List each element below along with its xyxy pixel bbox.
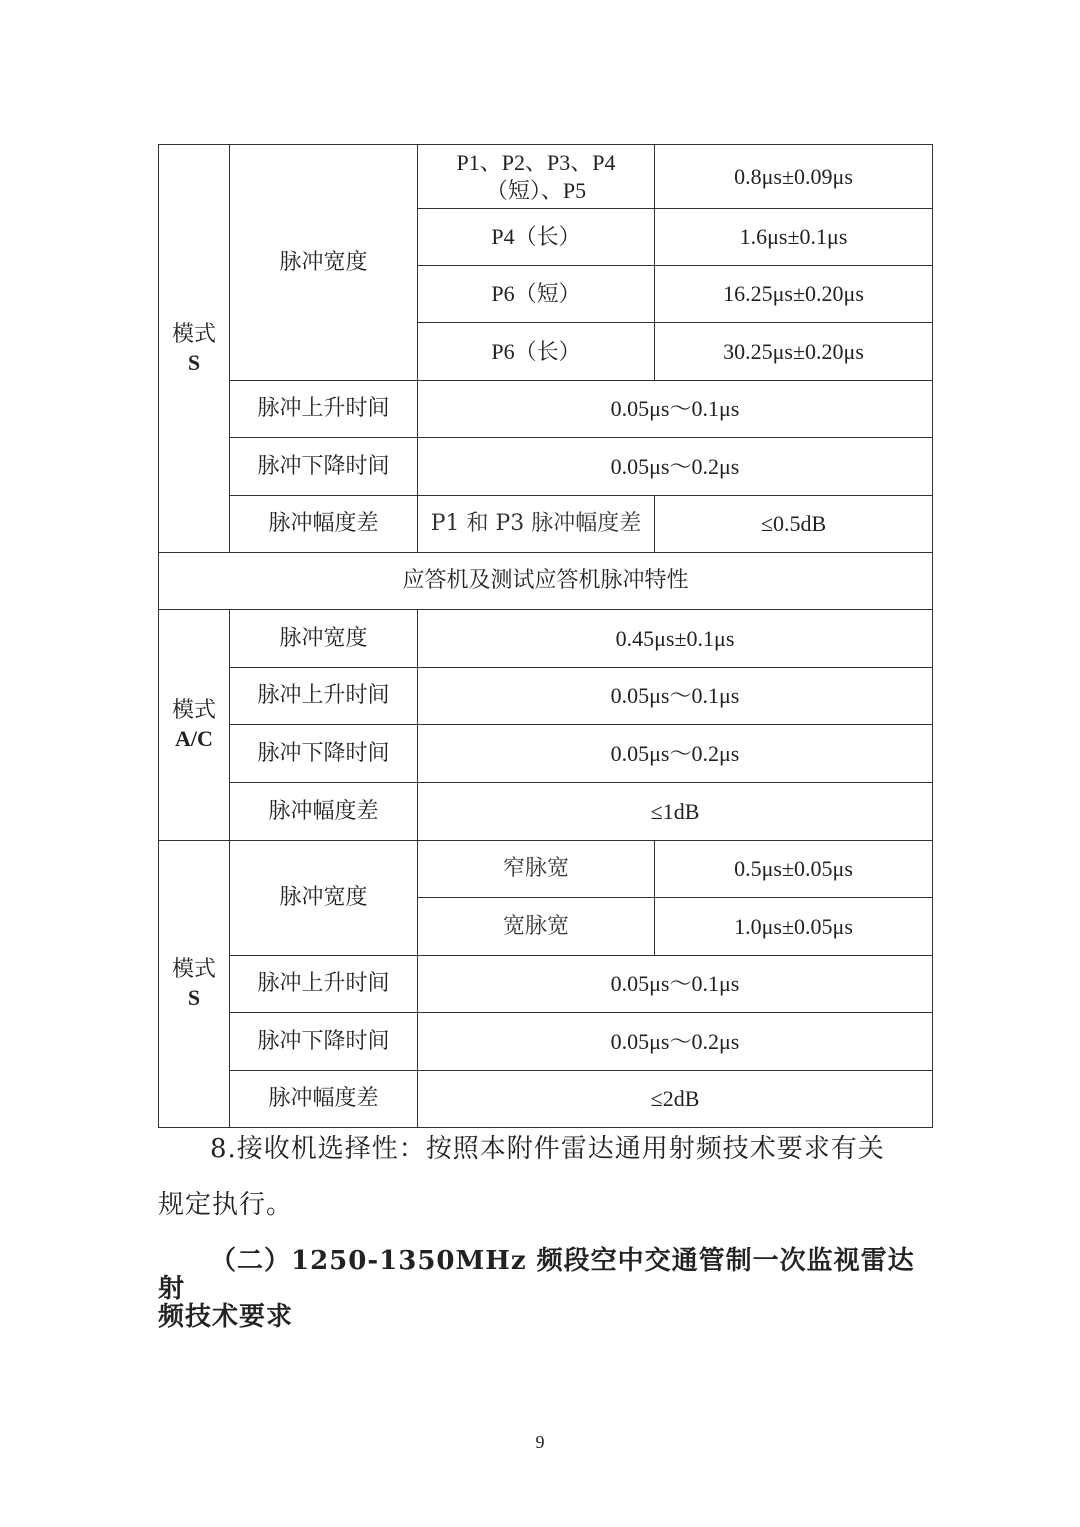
rise-time-value: 0.05μs～0.1μs bbox=[418, 668, 933, 725]
section-title-row: 应答机及测试应答机脉冲特性 bbox=[159, 553, 933, 610]
pulse-width-value: 1.0μs±0.05μs bbox=[655, 898, 933, 956]
pulse-width-value: 16.25μs±0.20μs bbox=[655, 266, 933, 323]
amplitude-diff-label: 脉冲幅度差 bbox=[230, 783, 418, 841]
paragraph-receiver-selectivity-line2: 规定执行。 bbox=[158, 1190, 294, 1220]
amplitude-diff-value: ≤1dB bbox=[418, 783, 933, 841]
pulse-characteristics-table bbox=[158, 144, 933, 1128]
mode-ac-transponder-cell bbox=[159, 610, 230, 841]
pulse-width-label: 脉冲宽度 bbox=[230, 841, 418, 956]
pulse-name: P1、P2、P3、P4（短）、P5 bbox=[418, 145, 655, 209]
rise-time-label: 脉冲上升时间 bbox=[230, 381, 418, 438]
mode-label: 模式 bbox=[171, 957, 216, 982]
rise-time-label: 脉冲上升时间 bbox=[230, 956, 418, 1013]
mode-name: A/C bbox=[175, 726, 213, 751]
paragraph-receiver-selectivity-line1: 8.接收机选择性：按照本附件雷达通用射频技术要求有关 bbox=[210, 1134, 885, 1164]
section-heading-line2: 频技术要求 bbox=[158, 1302, 294, 1332]
amplitude-diff-label: 脉冲幅度差 bbox=[230, 496, 418, 553]
fall-time-label: 脉冲下降时间 bbox=[230, 1013, 418, 1071]
amplitude-diff-label: 脉冲幅度差 bbox=[230, 1071, 418, 1128]
amplitude-diff-value: ≤0.5dB bbox=[655, 496, 933, 553]
mode-name: S bbox=[187, 349, 201, 375]
rise-time-value: 0.05μs～0.1μs bbox=[418, 956, 933, 1013]
mode-label: 模式 bbox=[171, 321, 216, 347]
fall-time-value: 0.05μs～0.2μs bbox=[418, 438, 933, 496]
fall-time-value: 0.05μs～0.2μs bbox=[418, 725, 933, 783]
fall-time-label: 脉冲下降时间 bbox=[230, 438, 418, 496]
pulse-width-value: 0.5μs±0.05μs bbox=[655, 841, 933, 898]
pulse-width-label: 脉冲宽度 bbox=[230, 145, 418, 381]
fall-time-label: 脉冲下降时间 bbox=[230, 725, 418, 783]
amplitude-diff-value: ≤2dB bbox=[418, 1071, 933, 1128]
pulse-width-label: 脉冲宽度 bbox=[230, 610, 418, 668]
fall-time-value: 0.05μs～0.2μs bbox=[418, 1013, 933, 1071]
pulse-name: P6（长） bbox=[418, 323, 655, 381]
pulse-width-value: 0.45μs±0.1μs bbox=[418, 610, 933, 668]
rise-time-value: 0.05μs～0.1μs bbox=[418, 381, 933, 438]
pulse-name: P6（短） bbox=[418, 266, 655, 323]
mode-s-interrogator-cell bbox=[159, 145, 230, 553]
pulse-width-value: 0.8μs±0.09μs bbox=[655, 145, 933, 209]
pulse-name: P4（长） bbox=[418, 209, 655, 266]
page-number: 9 bbox=[535, 1432, 545, 1452]
mode-label: 模式 bbox=[171, 698, 216, 723]
section-heading-line1: （二）1250-1350MHz 频段空中交通管制一次监视雷达射 bbox=[158, 1246, 915, 1304]
amplitude-diff-sub: P1 和 P3 脉冲幅度差 bbox=[418, 496, 655, 553]
pulse-width-value: 1.6μs±0.1μs bbox=[655, 209, 933, 266]
pulse-type: 宽脉宽 bbox=[418, 898, 655, 956]
mode-s-transponder-cell bbox=[159, 841, 230, 1128]
mode-name: S bbox=[187, 985, 201, 1010]
pulse-type: 窄脉宽 bbox=[418, 841, 655, 898]
rise-time-label: 脉冲上升时间 bbox=[230, 668, 418, 725]
pulse-width-value: 30.25μs±0.20μs bbox=[655, 323, 933, 381]
